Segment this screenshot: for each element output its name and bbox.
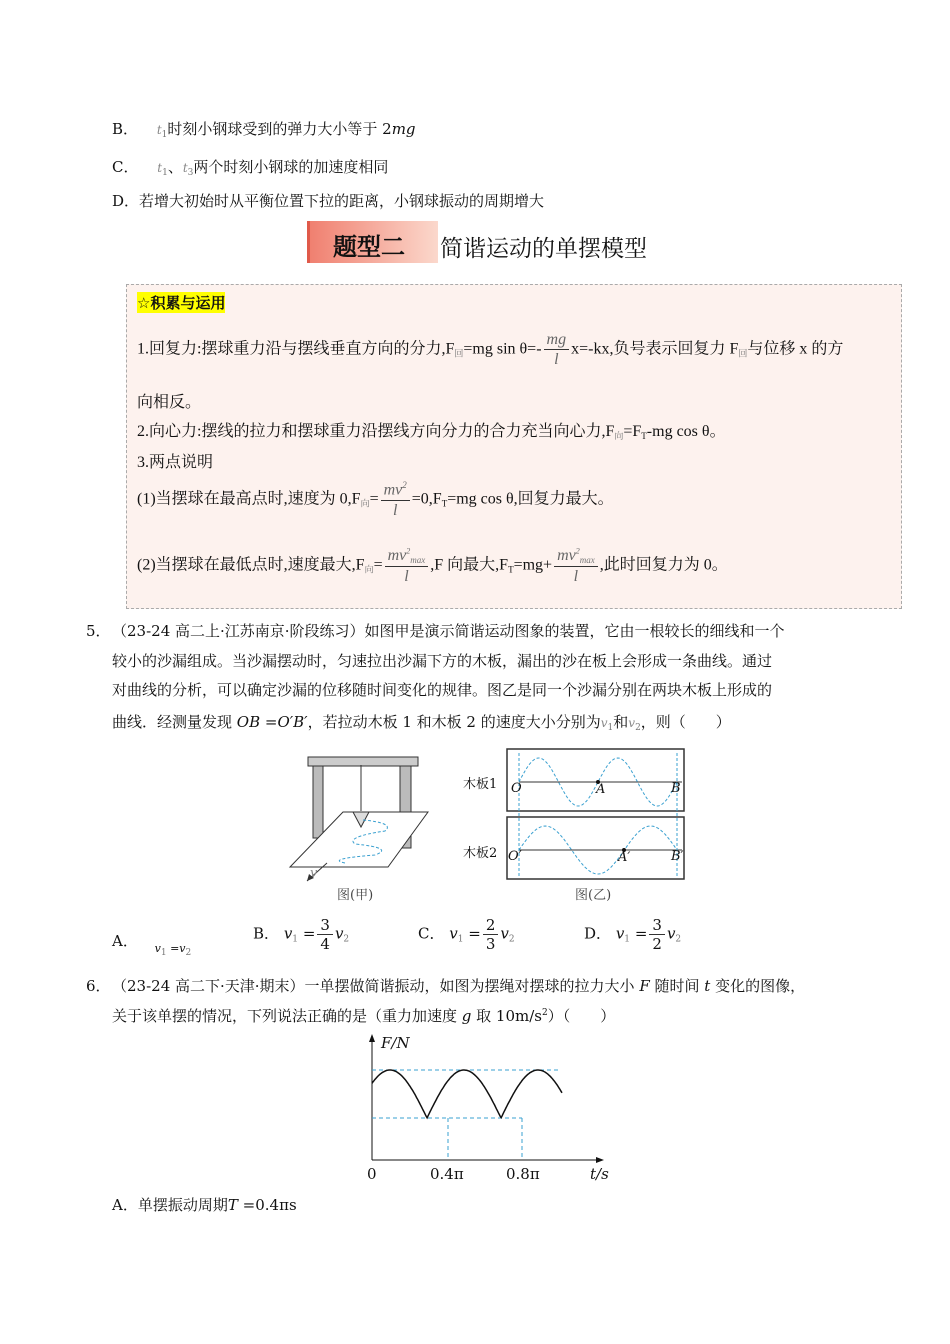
var-t: t	[156, 123, 162, 137]
var: v	[154, 942, 161, 955]
subscript: 2	[185, 948, 192, 958]
equals: =	[468, 924, 481, 943]
text: x=-kx,负号表示回复力 F	[571, 340, 739, 358]
subscript: 1	[292, 934, 299, 945]
force-curve	[372, 1070, 562, 1118]
superscript: 2	[542, 1008, 548, 1018]
var: v	[283, 924, 293, 943]
var: v	[666, 924, 676, 943]
equals: =	[170, 942, 180, 955]
knowledge-p1	[137, 330, 843, 369]
knowledge-p2	[137, 418, 726, 442]
knowledge-p5	[137, 546, 728, 586]
text: ）（ ）	[547, 1007, 616, 1025]
subscript: max	[579, 555, 595, 565]
figure-jia-apparatus	[285, 745, 435, 890]
y-axis-label: F/N	[381, 1034, 410, 1052]
point-b: B	[671, 781, 681, 796]
numerator: mg	[544, 330, 570, 350]
option-text: 两个时刻小钢球的加速度相同	[193, 158, 389, 176]
q5-option-d[interactable]	[584, 916, 681, 953]
question-text: 对曲线的分析，可以确定沙漏的位移随时间变化的规律。图乙是同一个沙漏分别在两块木板上形成的	[112, 681, 773, 699]
subscript: T	[641, 431, 647, 441]
var-t: t	[157, 161, 163, 175]
numerator: 2	[483, 916, 499, 935]
numerator: 3	[649, 916, 665, 935]
numerator: mv	[387, 547, 407, 564]
denominator: 2	[652, 935, 662, 953]
question-text	[112, 1005, 615, 1026]
q5-option-b[interactable]	[253, 916, 349, 953]
var: v	[449, 924, 458, 943]
text: ,F 向最大,F	[430, 556, 509, 574]
text: ,此时回复力为 0。	[599, 556, 728, 574]
figure-caption: 图(甲)	[337, 888, 374, 903]
equation: OB =O′B′	[236, 713, 308, 731]
x-tick-label: 0.4π	[430, 1165, 464, 1183]
var-f: F	[639, 977, 650, 995]
subscript: 1	[624, 934, 631, 945]
numerator: 3	[317, 916, 333, 935]
var-t: t	[182, 161, 188, 175]
subscript: 向	[614, 431, 624, 441]
denominator: 3	[485, 935, 496, 953]
x-tick-label: 0.8π	[506, 1165, 540, 1183]
board1-label: 木板1	[463, 777, 498, 792]
subscript: 2	[675, 934, 682, 945]
section-tag: 题型二	[333, 233, 405, 261]
question-number: 5．	[86, 622, 111, 640]
var-v: v	[628, 716, 636, 730]
var: v	[500, 924, 509, 943]
knowledge-p4	[137, 480, 614, 520]
option-label: B．	[112, 120, 139, 138]
figure-yi-boards	[500, 745, 690, 885]
var-v: v	[600, 716, 608, 730]
fraction	[317, 916, 333, 953]
var: v	[179, 942, 186, 955]
fraction	[385, 546, 429, 586]
option-c	[112, 156, 388, 178]
var: v	[615, 924, 625, 943]
subscript: 1	[160, 948, 167, 958]
text: 变化的图像，	[710, 977, 806, 995]
subscript: 2	[343, 934, 350, 945]
point-a-prime: A′	[618, 850, 631, 865]
text: (2)当摆球在最低点时,速度最大,F	[137, 556, 365, 574]
option-label: C．	[418, 924, 445, 943]
text: (1)当摆球在最高点时,速度为 0,F	[137, 490, 361, 508]
numerator: mv	[383, 481, 403, 499]
question-text: 较小的沙漏组成。当沙漏摆动时，匀速拉出沙漏下方的木板，漏出的沙在板上会形成一条曲线。通过	[112, 652, 773, 670]
subscript: 1	[607, 723, 614, 733]
question-text	[112, 711, 731, 733]
equals: =	[634, 924, 648, 943]
option-label: A．	[112, 1196, 138, 1214]
text: 取 10m/s	[471, 1007, 542, 1025]
knowledge-p3: 3.两点说明	[137, 454, 214, 471]
text: =mg cos θ,回复力最大。	[447, 490, 614, 508]
option-text: 若增大初始时从平衡位置下拉的距离，小钢球振动的周期增大	[139, 192, 545, 210]
denominator: l	[573, 567, 579, 585]
equals: =	[302, 924, 316, 943]
velocity-label: v	[310, 866, 318, 881]
figure-caption: 图(乙)	[575, 888, 612, 903]
superscript: 2	[575, 546, 580, 556]
subscript: 回	[738, 348, 748, 359]
superscript: 2	[402, 480, 407, 490]
subscript: T	[441, 498, 448, 509]
q6-option-a[interactable]	[112, 1194, 297, 1215]
text: 与位移 x 的方	[747, 340, 844, 358]
text: 曲线．经测量发现	[112, 713, 237, 731]
subscript: 2	[508, 934, 515, 945]
text: =	[369, 490, 379, 508]
text: =mg sin θ=-	[463, 340, 542, 358]
option-label: B．	[253, 924, 280, 943]
subscript: 向	[364, 564, 374, 575]
option-d	[112, 190, 544, 211]
text: =F	[623, 423, 642, 440]
option-label: D．	[112, 192, 140, 210]
text: 2.向心力:摆线的拉力和摆球重力沿摆线方向分力的合力充当向心力,F	[137, 423, 615, 440]
denominator: l	[392, 501, 398, 519]
var-g: g	[461, 1007, 472, 1025]
point-o: O	[511, 781, 522, 796]
origin-label: 0	[367, 1165, 377, 1183]
fraction	[544, 330, 570, 369]
question-text	[112, 975, 805, 996]
subscript: 向	[360, 498, 370, 509]
var-t: t	[704, 977, 711, 995]
section-title: 简谐运动的单摆模型	[440, 236, 647, 262]
point-b-prime: B′	[671, 849, 684, 864]
fraction	[381, 480, 410, 520]
numerator: mv	[557, 547, 576, 564]
fraction	[649, 916, 665, 953]
separator: 、	[167, 158, 183, 176]
text: -mg cos θ。	[646, 423, 726, 440]
text: =	[373, 556, 383, 574]
denominator: 4	[320, 935, 330, 953]
question-text: （23-24 高二上·江苏南京·阶段练习）如图甲是演示简谐运动图象的装置，它由一根较长的细线和一个	[112, 622, 785, 640]
text: 关于该单摆的情况，下列说法正确的是（重力加速度	[112, 1007, 462, 1025]
subscript: 3	[187, 168, 194, 178]
text: =0,F	[411, 490, 442, 508]
question-number: 6．	[86, 977, 111, 995]
board2-label: 木板2	[463, 846, 498, 861]
option-label: C．	[112, 158, 139, 176]
subscript: 1	[161, 130, 168, 140]
denominator: l	[404, 567, 409, 585]
option-label: A．	[112, 932, 138, 950]
mg: mg	[391, 120, 416, 138]
subscript: 1	[457, 934, 464, 945]
text: ，若拉动木板 1 和木板 2 的速度大小分别为	[307, 713, 601, 731]
var-t: T	[227, 1196, 238, 1214]
text: ，则（ ）	[640, 713, 731, 731]
text: （23-24 高二下·天津·期末）一单摆做简谐振动，如图为摆绳对摆球的拉力大小	[112, 977, 640, 995]
subscript: T	[508, 564, 514, 575]
point-o-prime: O′	[508, 849, 522, 864]
knowledge-heading: ☆积累与运用	[137, 294, 226, 312]
text: =mg+	[513, 556, 553, 574]
text: 和	[613, 713, 629, 731]
subscript: 2	[635, 723, 641, 733]
subscript: 回	[454, 348, 464, 359]
option-text: 单摆振动周期	[137, 1196, 228, 1214]
point-a: A	[596, 782, 606, 797]
subscript: 1	[162, 168, 168, 178]
knowledge-p1-cont: 向相反。	[137, 394, 202, 411]
q5-option-a[interactable]	[112, 930, 192, 958]
denominator: l	[554, 351, 559, 369]
superscript: 2	[406, 546, 411, 556]
text: 1.回复力:摆球重力沿与摆线垂直方向的分力,F	[137, 340, 455, 358]
fraction	[483, 916, 499, 953]
text: 随时间	[649, 977, 705, 995]
subscript: max	[410, 555, 426, 565]
option-label: D．	[584, 924, 612, 943]
option-text: 时刻小钢球受到的弹力大小等于 2	[167, 120, 392, 138]
x-axis-label: t/s	[590, 1165, 609, 1183]
fraction	[554, 546, 598, 586]
q5-option-c[interactable]	[418, 916, 515, 953]
option-value: =0.4πs	[242, 1196, 297, 1214]
var: v	[334, 924, 344, 943]
option-b	[112, 118, 416, 140]
